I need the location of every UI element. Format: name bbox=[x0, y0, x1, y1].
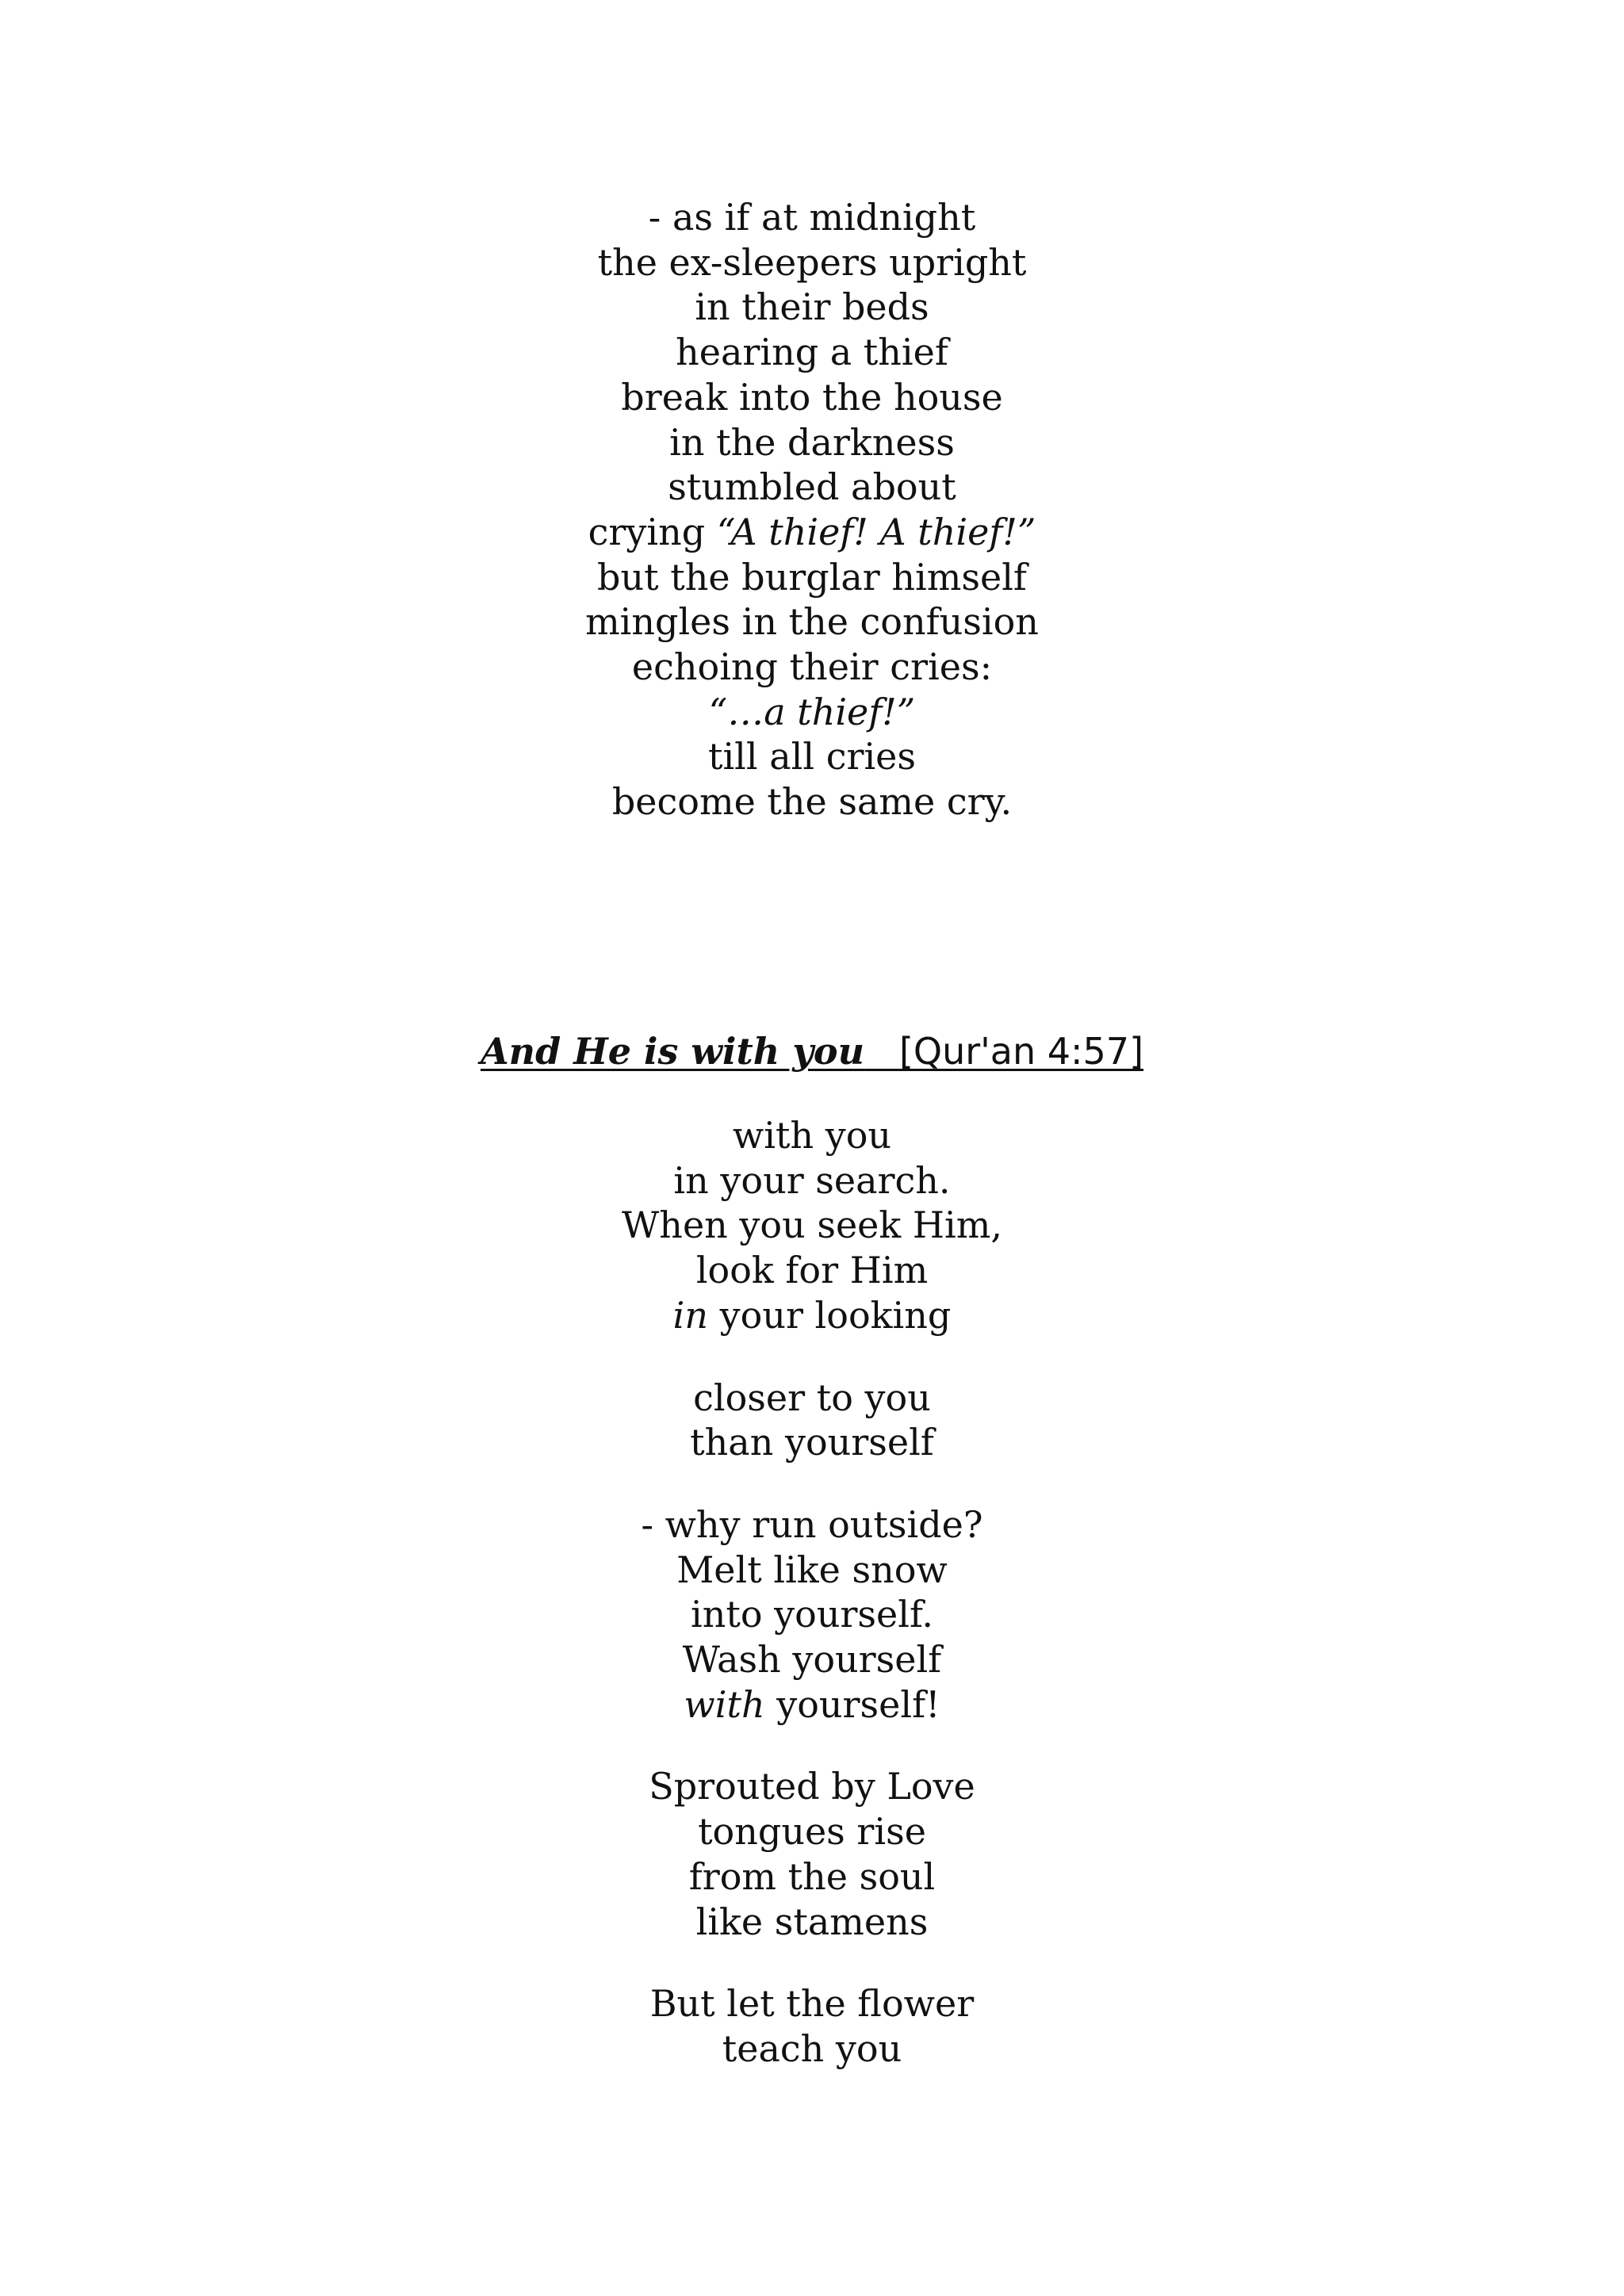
poem-line: in the darkness bbox=[669, 420, 955, 464]
second-poem bbox=[0, 1113, 1624, 2072]
poem-line: echoing their cries: bbox=[631, 645, 993, 689]
poem-line: in their beds bbox=[695, 285, 929, 329]
stanza-5 bbox=[0, 1981, 1624, 2071]
poem-line: break into the house bbox=[621, 375, 1003, 419]
poem-line: teach you bbox=[722, 2026, 902, 2070]
stanza-4 bbox=[0, 1764, 1624, 1944]
poem-line: Wash yourself bbox=[682, 1638, 942, 1682]
crying-prefix: crying bbox=[588, 510, 717, 553]
poem-line: - why run outside? bbox=[641, 1502, 983, 1546]
poem-line: like stamens bbox=[695, 1900, 929, 1943]
echo-quote: “…a thief!” bbox=[708, 690, 916, 733]
poem-line: till all cries bbox=[707, 735, 916, 779]
poem-line: become the same cry. bbox=[611, 780, 1013, 824]
poem-line: with you bbox=[732, 1114, 892, 1157]
poem-line: into yourself. bbox=[691, 1593, 933, 1636]
poem-line: look for Him bbox=[695, 1249, 929, 1292]
poem-line: hearing a thief bbox=[676, 331, 948, 374]
poem-line: in your search. bbox=[673, 1158, 951, 1202]
poem-line: than yourself bbox=[690, 1421, 934, 1464]
poem-line: But let the flower bbox=[649, 1982, 975, 2026]
stanza-2 bbox=[0, 1376, 1624, 1465]
poem-line: Sprouted by Love bbox=[649, 1765, 975, 1808]
poem-line: - as if at midnight bbox=[648, 196, 976, 239]
poem-heading bbox=[0, 1029, 1624, 1073]
line-rest: yourself! bbox=[764, 1682, 940, 1726]
poem-title: And He is with you bbox=[480, 1030, 865, 1073]
poem-line: When you seek Him, bbox=[622, 1203, 1002, 1247]
poem-line-crying bbox=[0, 510, 1624, 555]
quran-reference: [Qur'an 4:57] bbox=[898, 1030, 1144, 1073]
poem-line: but the burglar himself bbox=[597, 555, 1027, 599]
poem-line: from the soul bbox=[688, 1854, 936, 1898]
poem-line bbox=[0, 1293, 1624, 1338]
poem-line: closer to you bbox=[693, 1376, 931, 1419]
line-rest: your looking bbox=[708, 1293, 952, 1337]
poem-fragment bbox=[0, 195, 1624, 825]
poem-line: tongues rise bbox=[698, 1810, 926, 1854]
poem-line: the ex-sleepers upright bbox=[597, 240, 1027, 284]
emphasis-in: in bbox=[672, 1293, 709, 1337]
emphasis-with: with bbox=[684, 1682, 765, 1726]
poem-line: stumbled about bbox=[668, 465, 956, 509]
stanza-3 bbox=[0, 1502, 1624, 1728]
poem-line: mingles in the confusion bbox=[585, 600, 1039, 644]
poem-line bbox=[0, 1682, 1624, 1728]
thief-quote: “A thief! A thief!” bbox=[716, 510, 1036, 553]
stanza-1 bbox=[0, 1113, 1624, 1338]
poem-line: Melt like snow bbox=[676, 1548, 948, 1591]
